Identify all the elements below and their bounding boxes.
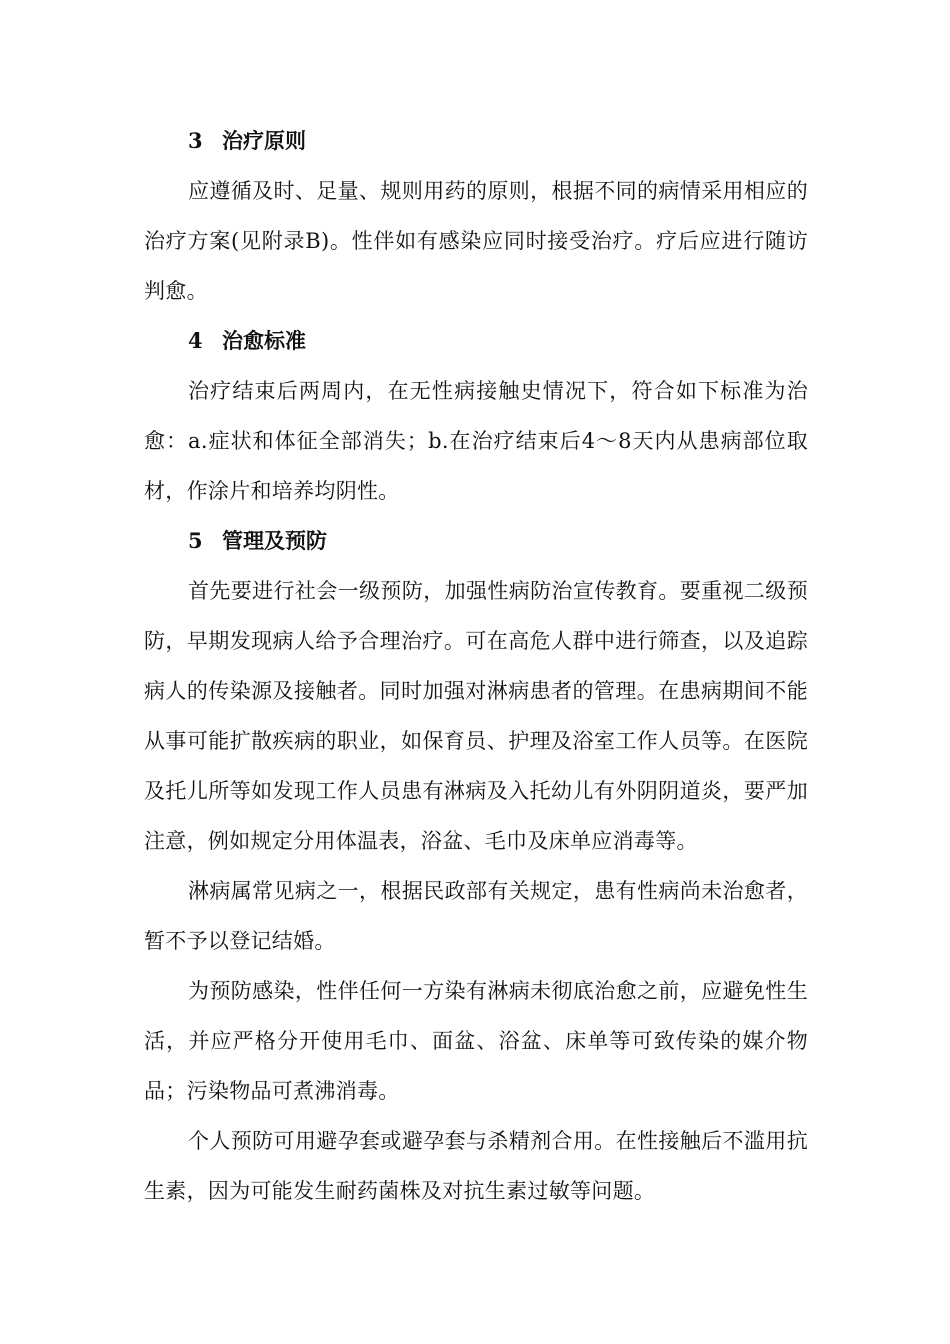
document-body (144, 116, 808, 1216)
paragraph: 为预防感染，性伴任何一方染有淋病未彻底治愈之前，应避免性生活，并应严格分开使用毛巾、面盆、浴盆、床单等可致传染的媒介物品；污染物品可煮沸消毒。 (144, 979, 808, 1103)
paragraph: 淋病属常见病之一，根据民政部有关规定，患有性病尚未治愈者，暂不予以登记结婚。 (144, 879, 808, 953)
paragraph: 应遵循及时、足量、规则用药的原则，根据不同的病情采用相应的治疗方案(见附录B)。性伴如有感染应同时接受治疗。疗后应进行随访判愈。 (144, 179, 808, 303)
paragraph: 首先要进行社会一级预防，加强性病防治宣传教育。要重视二级预防，早期发现病人给予合理治疗。可在高危人群中进行筛查，以及追踪病人的传染源及接触者。同时加强对淋病患者的管理。在患病期间不能从事可能扩散疾病的职业，如保育员、护理及浴室工作人员等。在医院及托儿所等如发现工作人员患有淋病及入托幼儿有外阴阴道炎，要严加注意，例如规定分用体温表，浴盆、毛巾及床单应消毒等。 (144, 579, 808, 853)
paragraph: 个人预防可用避孕套或避孕套与杀精剂合用。在性接触后不滥用抗生素，因为可能发生耐药菌株及对抗生素过敏等问题。 (144, 1129, 808, 1203)
paragraph: 治疗结束后两周内，在无性病接触史情况下，符合如下标准为治愈：a.症状和体征全部消失；b.在治疗结束后4～8天内从患病部位取材，作涂片和培养均阴性。 (144, 379, 808, 503)
section-number: 5 (188, 528, 203, 553)
section-title: 治愈标准 (222, 328, 306, 353)
section-heading-5 (144, 516, 808, 566)
section-title: 管理及预防 (222, 528, 327, 553)
section-number: 3 (188, 128, 203, 153)
section-title: 治疗原则 (222, 128, 306, 153)
section-number: 4 (188, 328, 203, 353)
section-heading-4 (144, 316, 808, 366)
section-heading-3 (144, 116, 808, 166)
